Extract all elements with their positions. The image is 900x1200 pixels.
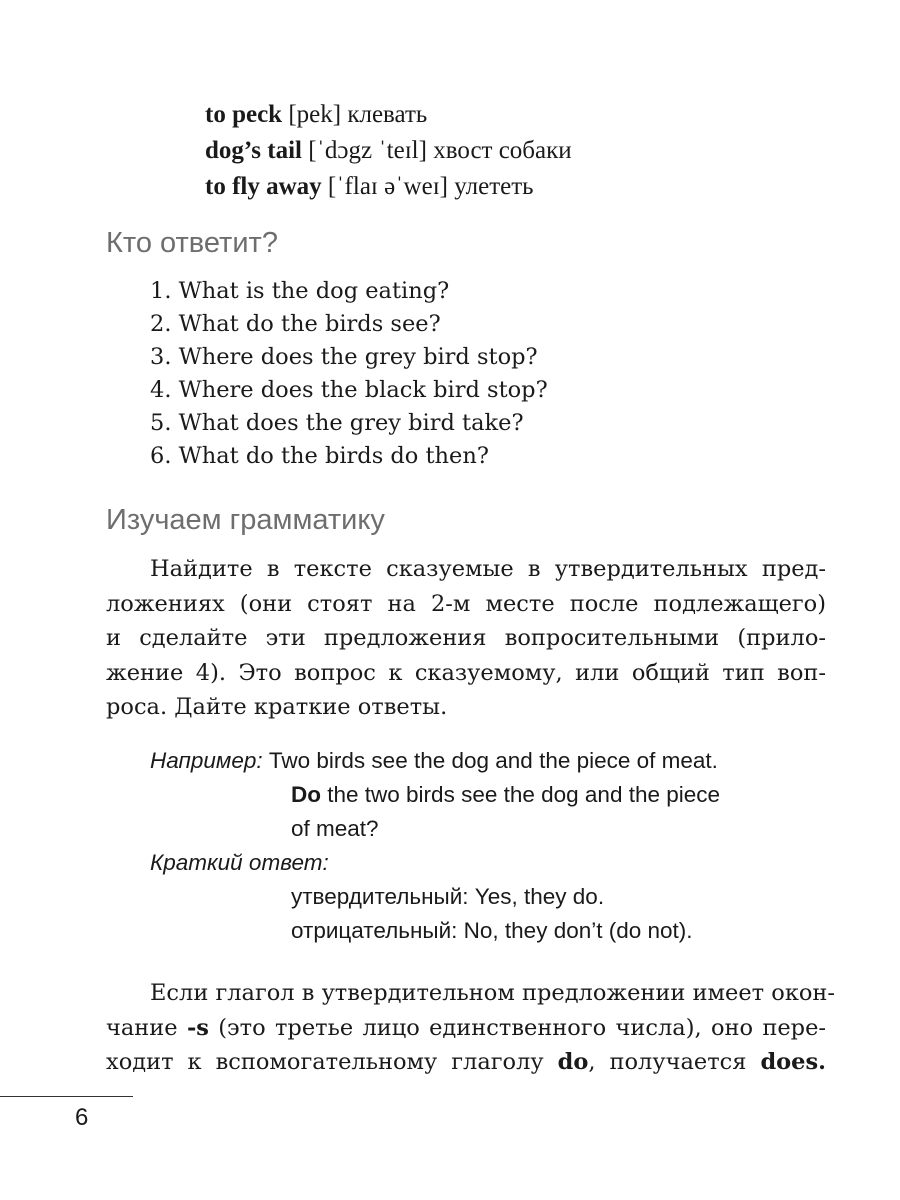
rule-suffix-bold: -s — [186, 1014, 209, 1041]
example-question-text: the two birds see the dog and the piece — [321, 782, 721, 807]
vocab-transcription: [ˈflaɪ əˈweɪ] — [327, 173, 448, 200]
paragraph-line: Если глагол в утвердительном предложении имеет окон- — [150, 980, 836, 1006]
grammar-instructions — [106, 552, 826, 725]
paragraph-line: ложениях (они стоят на 2-м месте после подлежащего) — [106, 590, 826, 617]
vocab-entry — [205, 97, 572, 133]
section-heading-grammar: Изучаем грамматику — [106, 504, 385, 536]
paragraph-line: Найдите в тексте сказуемые в утвердительных пред- — [150, 556, 826, 582]
example-statement-row — [150, 744, 720, 778]
question-item: 5. What does the grey bird take? — [150, 410, 524, 436]
example-question-text: of meat? — [291, 816, 379, 841]
grammar-rule — [106, 976, 836, 1080]
example-question-auxiliary: Do — [291, 782, 321, 807]
example-question-row — [150, 812, 720, 846]
paragraph-line: и сделайте эти предложения вопросительными (прило- — [106, 625, 826, 651]
paragraph-line — [106, 1045, 826, 1080]
questions-list — [150, 275, 548, 473]
vocab-transcription: [pek] — [288, 101, 342, 128]
rule-verb-does: does. — [760, 1049, 826, 1075]
grammar-example — [150, 744, 720, 948]
question-item: 6. What do the birds do then? — [150, 443, 489, 469]
vocabulary-list — [205, 97, 572, 205]
section-heading-questions: Кто ответит? — [106, 227, 278, 259]
question-item: 2. What do the birds see? — [150, 311, 441, 337]
short-answer-negative: отрицательный: No, they don’t (do not). — [291, 918, 693, 943]
short-answer-label-row — [150, 846, 720, 880]
page-number: 6 — [75, 1104, 89, 1131]
rule-text: ходит к вспомогательному глаголу — [106, 1049, 558, 1075]
footer-divider — [0, 1096, 133, 1097]
vocab-term: to fly away — [205, 173, 322, 200]
vocab-term: dog’s tail — [205, 137, 302, 164]
rule-verb-do: do — [557, 1049, 589, 1075]
question-item: 1. What is the dog eating? — [150, 278, 450, 304]
paragraph-line: жение 4). Это вопрос к сказуемому, или общий тип воп- — [106, 659, 826, 686]
vocab-translation: улететь — [454, 173, 534, 200]
short-answer-label: Краткий ответ: — [150, 850, 329, 875]
vocab-entry — [205, 133, 572, 169]
vocab-transcription: [ˈdɔgz ˈteɪl] — [308, 137, 427, 164]
rule-text: чание — [106, 1014, 187, 1041]
rule-text: , получается — [588, 1049, 761, 1075]
question-item: 4. Where does the black bird stop? — [150, 377, 548, 403]
vocab-term: to peck — [205, 101, 283, 128]
vocab-translation: клевать — [347, 101, 428, 128]
rule-text: (это третье лицо единственного числа), оно пере- — [208, 1014, 827, 1041]
vocab-entry — [205, 169, 572, 205]
example-label: Например: — [150, 748, 263, 773]
example-statement: Two birds see the dog and the piece of meat. — [268, 748, 718, 773]
question-item: 3. Where does the grey bird stop? — [150, 344, 538, 370]
paragraph-line: роса. Дайте краткие ответы. — [106, 694, 448, 720]
vocab-translation: хвост собаки — [433, 137, 572, 164]
short-answer-affirmative: утвердительный: Yes, they do. — [291, 884, 605, 909]
example-question-row — [150, 778, 720, 812]
paragraph-line — [106, 1011, 826, 1046]
